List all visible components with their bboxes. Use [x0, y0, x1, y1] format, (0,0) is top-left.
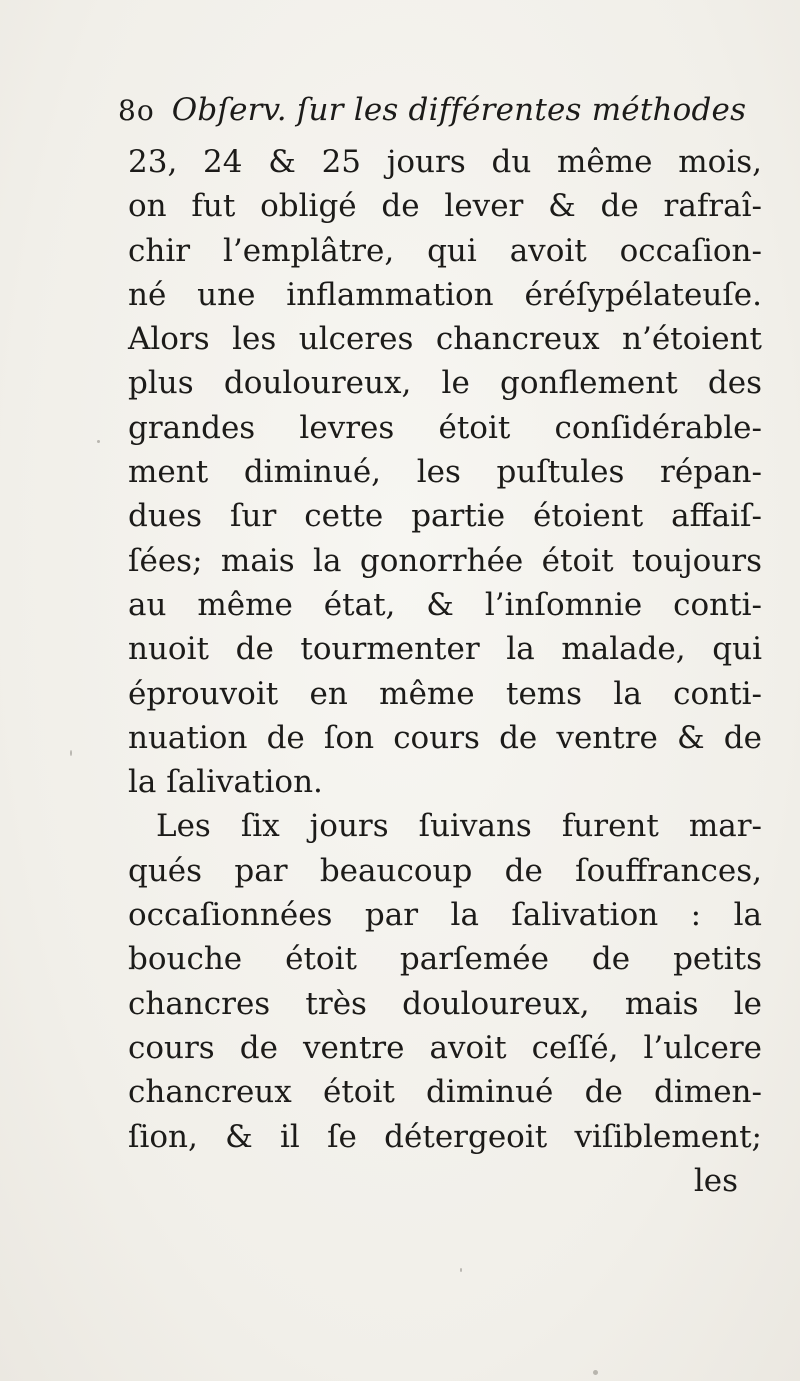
text-line: nuation de ſon cours de ventre & de — [128, 719, 762, 756]
text-line: chancres très douloureux, mais le — [128, 985, 762, 1022]
text-line: chir l’emplâtre, qui avoit occaſion- — [128, 232, 762, 269]
text-line: chancreux étoit diminué de dimen- — [128, 1074, 762, 1111]
text-line: grandes levres étoit conſidérable- — [128, 409, 762, 446]
text-line: 23, 24 & 25 jours du même mois, — [128, 144, 762, 180]
text-line: au même état, & l’inſomnie conti- — [128, 586, 762, 623]
text-line: plus douloureux, le gonflement des — [128, 365, 762, 402]
text-line: dues ſur cette partie étoient affaiſ- — [128, 498, 762, 535]
page-header — [118, 92, 768, 138]
paper-speck — [70, 750, 72, 756]
text-line: bouche étoit parſemée de petits — [128, 941, 762, 978]
text-line: ſion, & il ſe détergeoit viſiblement; — [128, 1118, 762, 1155]
page-number: 8o — [118, 94, 155, 127]
text-line: ſées; mais la gonorrhée étoit toujours — [128, 542, 762, 579]
paragraph-start-line: Les ſix jours ſuivans furent mar- — [156, 808, 762, 845]
text-line: né une inflammation éréſypélateuſe. — [128, 276, 762, 313]
paper-speck — [593, 1370, 598, 1375]
body-text — [128, 140, 762, 1203]
running-head: Obſerv. ſur les différentes méthodes — [171, 92, 747, 128]
text-line: nuoit de tourmenter la malade, qui — [128, 631, 762, 668]
paper-speck — [460, 1268, 462, 1272]
text-line: occaſionnées par la ſalivation : la — [128, 897, 762, 934]
text-line: ment diminué, les puſtules répan- — [128, 454, 762, 491]
text-line: on fut obligé de lever & de rafraî- — [128, 188, 762, 225]
catchword: les — [693, 1162, 738, 1199]
text-line: cours de ventre avoit ceſſé, l’ulcere — [128, 1029, 762, 1066]
text-line: éprouvoit en même tems la conti- — [128, 675, 762, 712]
text-line: Alors les ulceres chancreux n’étoient — [128, 321, 762, 358]
text-line: qués par beaucoup de ſouffrances, — [128, 852, 762, 889]
paper-speck — [97, 440, 100, 443]
text-line: la ſalivation. — [128, 764, 323, 801]
